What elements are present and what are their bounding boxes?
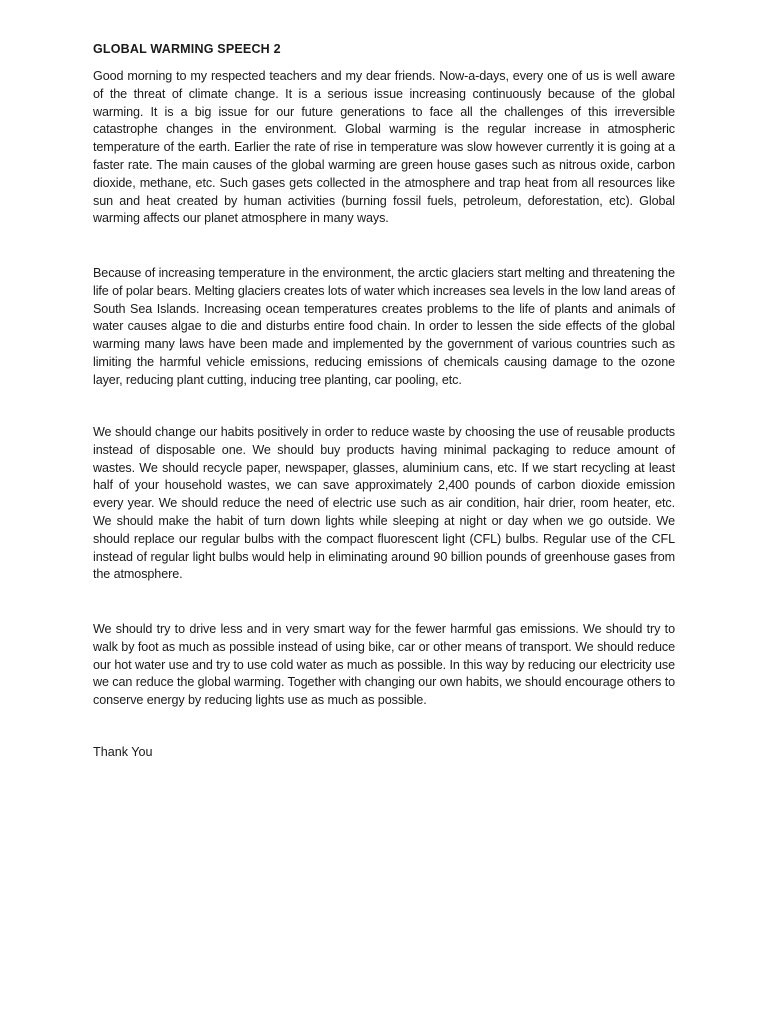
closing-text: Thank You bbox=[93, 745, 153, 759]
paragraph-intro: Good morning to my respected teachers and my dear friends. Now-a-days, every one of us is well aware of the threat of climate change. It is a serious issue increasing continuously because of the global warming. It is a big issue for our future generations to face all the challenges of this irreversible catastrophe changes in the environment. Global warming is the regular increase in atmospheric temperature of the earth. Earlier the rate of rise in temperature was slow however currently it is going at a faster rate. The main causes of the global warming are green house gases such as nitrous oxide, carbon dioxide, methane, etc. Such gases gets collected in the atmosphere and trap heat from all resources like sun and heat created by human activities (burning fossil fuels, petroleum, deforestation, etc). Global warming affects our planet atmosphere in many ways. bbox=[93, 69, 675, 226]
paragraph-effects: Because of increasing temperature in the environment, the arctic glaciers start melting and threatening the life of polar bears. Melting glaciers creates lots of water which increases sea levels in the low land areas of South Sea Islands. Increasing ocean temperatures creates problems to the life of plants and animals of water causes algae to die and disturbs entire food chain. In order to lessen the side effects of the global warming many laws have been made and implemented by the government of various countries such as limiting the harmful vehicle emissions, reducing emissions of chemicals causing damage to the ozone layer, reducing plant cutting, inducing tree planting, car pooling, etc. bbox=[93, 266, 675, 387]
paragraph-transport: We should try to drive less and in very smart way for the fewer harmful gas emissions. We should try to walk by foot as much as possible instead of using bike, car or other means of transport. We should reduce our hot water use and try to use cold water as much as possible. In this way by reducing our electricity use we can reduce the global warming. Together with changing our own habits, we should encourage others to conserve energy by reducing lights use as much as possible. bbox=[93, 622, 675, 708]
paragraph-habits: We should change our habits positively in order to reduce waste by choosing the use of reusable products instead of disposable one. We should buy products having minimal packaging to reduce amount of wastes. We should recycle paper, newspaper, glasses, aluminium cans, etc. If we start recycling at least half of your household wastes, we can save approximately 2,400 pounds of carbon dioxide emission every year. We should reduce the need of electric use such as air condition, hair drier, room heater, etc. We should make the habit of turn down lights while sleeping at night or day when we go outside. We should replace our regular bulbs with the compact fluorescent light (CFL) bulbs. Regular use of the CFL instead of regular light bulbs would help in eliminating around 90 billion pounds of greenhouse gases from the atmosphere. bbox=[93, 425, 675, 582]
document-title: GLOBAL WARMING SPEECH 2 bbox=[93, 42, 281, 56]
